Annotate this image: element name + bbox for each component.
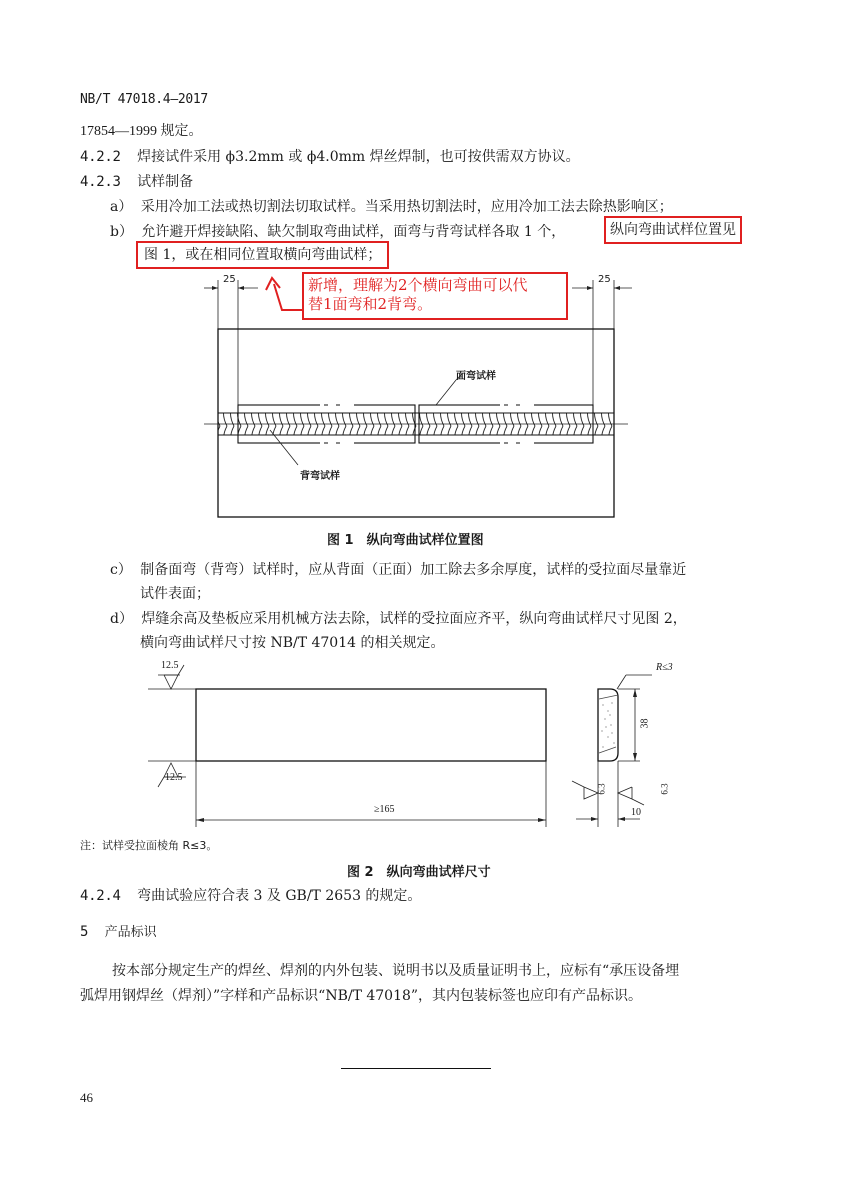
section-number: 4.2.2	[80, 149, 121, 165]
item-text: 允许避开焊接缺陷、缺欠制取弯曲试样，面弯与背弯试样各取 1 个，	[141, 224, 566, 240]
section-5-para-line1: 按本部分规定生产的焊丝、焊剂的内外包装、说明书以及质量证明书上，应标有“承压设备埋	[112, 963, 680, 979]
item-label: a）	[110, 199, 133, 215]
roughness-top: 12.5	[161, 660, 179, 671]
section-title: 试样制备	[137, 174, 194, 190]
section-text: 弯曲试验应符合表 3 及 GB/T 2653 的规定。	[137, 888, 422, 904]
item-d-line2: 横向弯曲试样尺寸按 NB/T 47014 的相关规定。	[140, 635, 445, 651]
figure-2-drawing	[140, 655, 700, 830]
figure-2-note: 注：试样受拉面棱角 R≤3。	[80, 839, 218, 852]
item-d-line1	[110, 610, 687, 628]
item-text: 制备面弯（背弯）试样时，应从背面（正面）加工除去多余厚度，试样的受拉面尽量靠近	[140, 562, 687, 578]
width-dimension: 10	[631, 807, 641, 818]
item-c-line1	[110, 561, 686, 579]
end-rule	[341, 1068, 491, 1069]
section-title: 产品标识	[104, 925, 157, 940]
section-4-2-3	[80, 173, 193, 191]
figure-1-drawing	[200, 270, 640, 530]
dimension-right: 25	[598, 274, 611, 285]
item-b-line1	[110, 223, 565, 241]
height-dimension: 38	[639, 718, 651, 729]
page-number: 46	[80, 1090, 93, 1105]
item-label: c）	[110, 562, 132, 578]
section-4-2-2	[80, 148, 580, 166]
item-text: 焊缝余高及垫板应采用机械方法去除，试样的受拉面应齐平，纵向弯曲试样尺寸见图 2，	[141, 611, 687, 627]
figure-2-caption: 图 2 纵向弯曲试样尺寸	[347, 865, 491, 880]
dimension-left: 25	[223, 274, 236, 285]
label-back-bend: 背弯试样	[300, 471, 340, 482]
highlighted-text: 图 1，或在相同位置取横向弯曲试样；	[144, 247, 382, 263]
section-number: 4.2.4	[80, 888, 121, 904]
section-5-para-line2: 弧焊用钢焊丝（焊剂）”字样和产品标识“NB/T 47018”，其内包装标签也应印有产品标识。	[80, 988, 643, 1004]
annotation-line-2: 替1面弯和2背弯。	[308, 295, 433, 313]
item-c-line2: 试件表面；	[140, 586, 210, 602]
highlighted-text: 纵向弯曲试样位置见	[610, 222, 736, 238]
continued-line: 17854—1999 规定。	[80, 124, 203, 139]
item-a	[110, 198, 673, 216]
highlight-box-1	[604, 216, 742, 244]
radius-dimension: R≤3	[656, 662, 673, 673]
item-label: b）	[110, 224, 133, 240]
length-dimension: ≥165	[374, 804, 395, 815]
item-label: d）	[110, 611, 133, 627]
section-text: 焊接试件采用 ϕ3.2mm 或 ϕ4.0mm 焊丝焊制，也可按供需双方协议。	[137, 149, 580, 165]
document-id: NB/T 47018.4—2017	[80, 92, 208, 107]
roughness-bottom: 12.5	[165, 772, 183, 783]
section-4-2-4	[80, 887, 421, 905]
annotation-line-1: 新增，理解为2个横向弯曲可以代	[308, 276, 528, 294]
section-number: 5	[80, 924, 89, 940]
label-face-bend: 面弯试样	[456, 371, 496, 382]
section-5	[80, 923, 157, 942]
highlight-box-2	[136, 241, 389, 269]
item-text: 采用冷加工法或热切割法切取试样。当采用热切割法时，应用冷加工法去除热影响区；	[140, 199, 673, 215]
roughness-side-left: 6.3	[596, 783, 607, 795]
roughness-side-right: 6.3	[659, 783, 670, 795]
figure-1-caption: 图 1 纵向弯曲试样位置图	[327, 533, 484, 548]
section-number: 4.2.3	[80, 174, 121, 190]
